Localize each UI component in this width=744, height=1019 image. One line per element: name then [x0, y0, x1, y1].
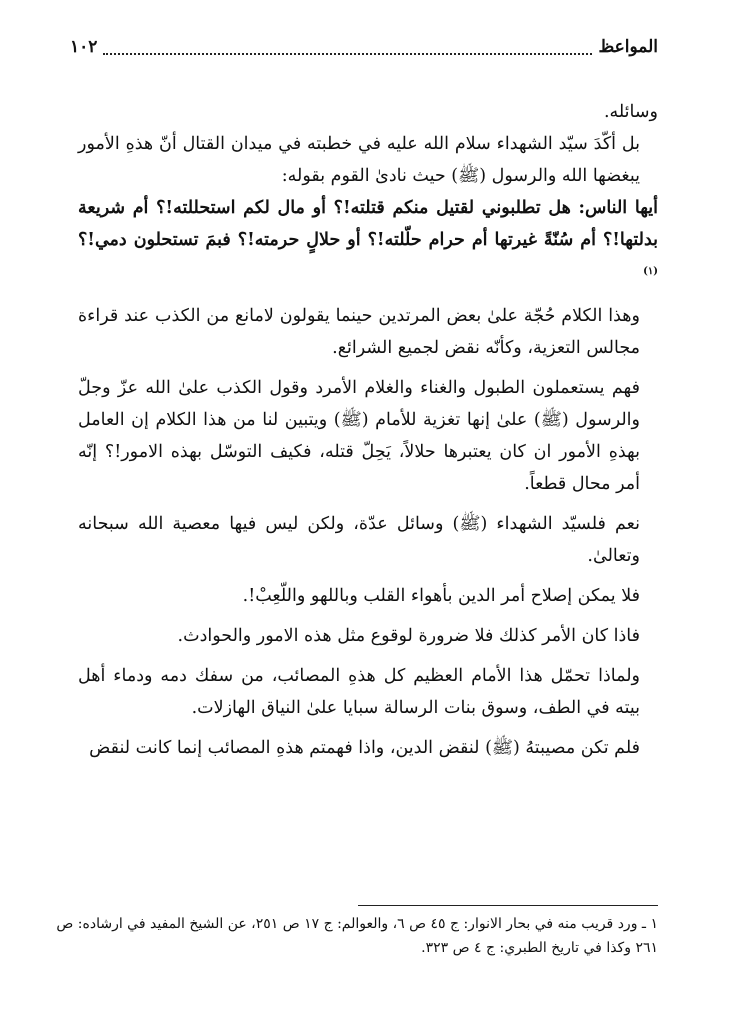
quoted-sermon	[78, 192, 658, 292]
paragraph: نعم فلسيّد الشهداء (ﷺ) وسائل عدّة، ولكن ليس فيها معصية الله سبحانه وتعالىٰ.	[78, 513, 640, 566]
paragraph: فلا يمكن إصلاح أمر الدين بأهواء القلب وباللهو واللّعِبْ!.	[242, 585, 640, 606]
paragraph: وهذا الكلام حُجّة علىٰ بعض المرتدين حينما يقولون لامانع من الكذب عند قراءة مجالس التعزية، وكأنّه نقض لجميع الشرائع.	[78, 305, 640, 358]
body-text	[78, 96, 658, 764]
paragraph: فلم تكن مصيبتهُ (ﷺ) لنقض الدين، واذا فهمتم هذهِ المصائب إنما كانت لنقض	[89, 737, 640, 758]
quoted-sermon-text: أيها الناس: هل تطلبوني لقتيل منكم قتلته!؟ أو مال لكم استحللته!؟ أم شريعة بدلتها!؟ أم سُنّةً غيرتها أم حرام حلّلته!؟ أو حلالٍ حرمته!؟ فبمَ تستحلون دمي!؟	[78, 198, 658, 250]
paragraph: فهم يستعملون الطبول والغناء والغلام الأمرد وقول الكذب علىٰ الله عزّ وجلّ والرسول (ﷺ) علىٰ إنها تغزية للأمام (ﷺ) ويتبين لنا من هذا الكلام إن العامل بهذهِ الأمور ان كان يعتبرها حلالاً، يَحِلّ قتله، فكيف التوسّل بهذه الامور!؟ إنّه أمر محال قطعاً.	[78, 377, 640, 494]
paragraph: بل أكّدَ سيّد الشهداء سلام الله عليه في خطبته في ميدان القتال أنّ هذهِ الأمور يبغضها الله والرسول (ﷺ) حيث نادىٰ القوم بقوله:	[78, 134, 640, 186]
running-title: المواعظ	[598, 37, 658, 57]
paragraph: فاذا كان الأمر كذلك فلا ضرورة لوقوع مثل هذه الامور والحوادث.	[177, 625, 640, 646]
paragraph: وسائله.	[603, 102, 658, 122]
footnote-marker: (١)	[643, 266, 658, 277]
footnote: ١ ـ ورد قريب منه في بحار الانوار: ج ٤٥ ص ٦، والعوالم: ج ١٧ ص ٢٥١، عن الشيخ المفيد في ارشاده: ص ٢٦١ وكذا في تاريخ الطبري: ج ٤ ص ٣٢٣.	[56, 916, 658, 956]
header-dotted-leader	[103, 39, 592, 55]
footnote-divider	[358, 905, 658, 906]
page-header	[70, 32, 658, 62]
page-number: ١٠٢	[70, 37, 98, 57]
paragraph: ولماذا تحمّل هذا الأمام العظيم كل هذهِ المصائب، من سفك دمه ودماء أهل بيته في الطف، وسوق بنات الرسالة سبايا علىٰ النياق الهازلات.	[78, 665, 640, 718]
